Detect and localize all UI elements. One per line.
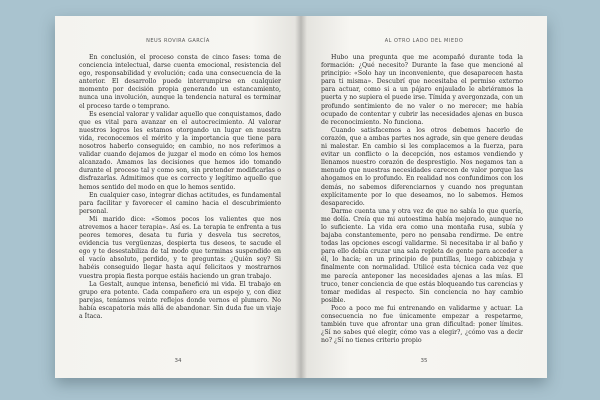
right-page-body	[321, 54, 523, 345]
left-page-body	[79, 54, 281, 321]
left-page-header: NEUS ROVIRA GARCÍA	[146, 38, 210, 44]
paragraph: Mi marido dice: «Somos pocos los valientes que nos atrevemos a hacer terapia». Así es. La terapia te enfrenta a tus peores temores, desata tu furia y desvela tus secretos, evidencia tus vergüenzas, despierta tus deseos, te sacude el ego y te desestabiliza de tal modo que terminas suspendido en el vacío absoluto, perdido, y te preguntas: ¿Quién soy? Si habéis conseguido llegar hasta aquí felicitaos y mostrarnos vuestra propia fiesta porque estáis haciendo un gran trabajo.	[79, 215, 281, 280]
paragraph: Darme cuenta una y otra vez de que no sabía lo que quería, me dolía. Creía que mi autoestima había mejorado, aunque no lo suficiente. La vida era como una montaña rusa, subía y bajaba constantemente, pero no pensaba rendirme. De entre todas las opciones escogí validarme. Si necesitaba ir al baño y para ello debía cruzar una sala repleta de gente para acceder a él, lo hacía; en un principio de puntillas, luego cabizbaja y finalmente con normalidad. Utilicé esta técnica cada vez que me parecía anteponer las necesidades ajenas a las mías. El truco, tener conciencia de que estás bloqueando tus carencias y tomar medidas al respecto. Sin conciencia no hay cambio posible.	[321, 207, 523, 304]
left-page	[55, 16, 301, 378]
paragraph: Es esencial valorar y validar aquello que conquistamos, dado que es vital para avanzar en el autocrecimiento. Al valorar nuestros logros les estamos otorgando un lugar en nuestra vida, reconocemos el mérito y la importancia que tiene para nosotros haberlo conseguido; en cambio, no nos referimos a validar cuando dejamos de juzgar el modo en cómo los hemos alcanzado. Amamos las decisiones que hemos ido tomando durante el proceso tal y como son, sin pretender modificarlas o disfrazarlas. Admitimos que es correcto y legítimo aquello que hemos sentido del modo en que lo hemos sentido.	[79, 110, 281, 191]
paragraph: Hubo una pregunta que me acompañó durante toda la formación: ¿Qué necesito? Durante la fase que mencioné al principio: «Solo hay un inconveniente, que desaparecen hasta para ti misma». Descubrí que necesitaba el permiso externo para actuar, como si a un pájaro enjaulado le abriéramos la puerta y no supiera el puede irse. Tímida y avergonzada, con un profundo sentimiento de no valer o no merecer; me había ocupado de contentar y cubrir las necesidades ajenas en busca de reconocimiento. No funciona.	[321, 54, 523, 126]
paragraph: Cuando satisfacemos a los otros debemos hacerlo de corazón, que a ambas partes nos agrade, sin que genere deudas ni malestar. En cambio si les complacemos a la fuerza, para evitar un conflicto o la decepción, nos estamos vendiendo y llenamos nuestro corazón de desprestigio. Nos negamos tan a menudo que nuestras necesidades carecen de valor porque las ahogamos en lo profundo. En realidad nos confundimos con los demás, no sabemos diferenciarnos y cuando nos preguntan explícitamente por lo que deseamos, no lo sabemos. Hemos desaparecido.	[321, 126, 523, 207]
right-page	[301, 16, 547, 378]
paragraph: La Gestalt, aunque intensa, benefició mi vida. El trabajo en grupo era potente. Cada compañero era un espejo y, con diez parejas, teníamos veinte reflejos donde vernos el plumero. No había escapatoria más allá de abandonar. Sin duda fue un viaje a Ítaca.	[79, 280, 281, 320]
paragraph: Poco a poco me fui entrenando en validarme y actuar. La consecuencia no fue únicamente empezar a respetarme, también tuve que afrontar una gran dificultad: poner límites. ¿Sí no sabes qué elegir, cómo vas a elegir?, ¿cómo vas a decir no? ¿Sí no tienes criterio propio	[321, 304, 523, 345]
open-book	[55, 16, 547, 378]
paragraph: En cualquier caso, integrar dichas actitudes, es fundamental para facilitar y favorecer el camino hacia el descubrimiento personal.	[79, 191, 281, 215]
book-gutter-shadow	[295, 16, 307, 378]
left-page-number: 34	[174, 358, 182, 364]
right-page-number: 35	[420, 358, 428, 364]
paragraph: En conclusión, el proceso consta de cinco fases: toma de conciencia intelectual, darse cuenta emocional, resistencia del ego, responsabilidad y evolución; cada una consecuencia de la anterior. El desarrollo puede interrumpirse en cualquier momento por decisión propia generando un estancamiento, nunca una involución, aunque la tendencia natural es terminar el proceso tarde o temprano.	[79, 54, 281, 110]
right-page-header: AL OTRO LADO DEL MIEDO	[384, 38, 464, 44]
